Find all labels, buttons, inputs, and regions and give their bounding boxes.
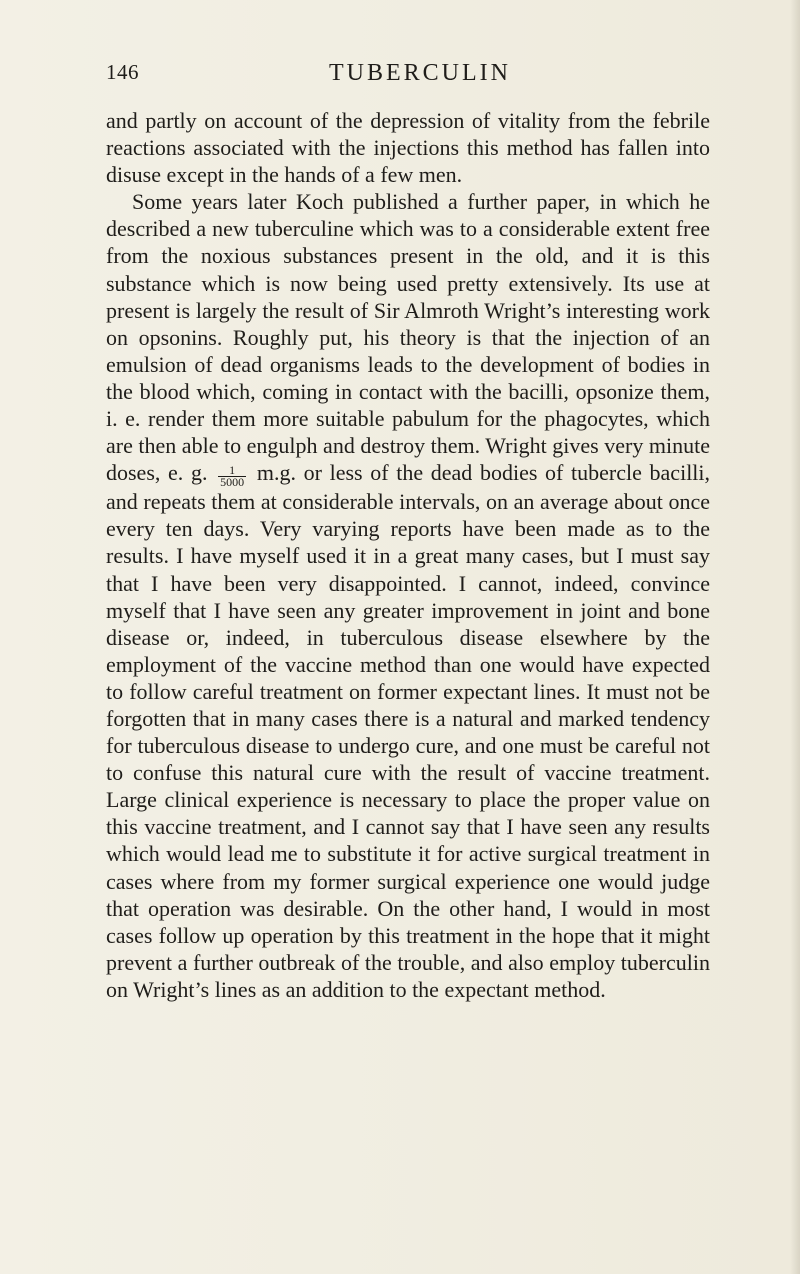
paragraph-text-before-fraction: Some years later Koch published a further paper, in which he described a new tuberculine which was to a considerable extent free from the noxious substances present in the old, and it is this substance which is now being used pretty extensively. Its use at present is largely the result of Sir Almroth Wright’s interesting work on opsonins. Roughly put, his theory is that the injection of an emulsion of dead organisms leads to the development of bodies in the blood which, coming in contact with the bacilli, opsonize them, i. e. render them more suitable pabulum for the phagocytes, which are then able to engulph and destroy them. Wright gives very minute doses, e. g. [106,189,710,486]
page-number: 146 [106,60,139,84]
fraction-numerator: 1 [218,465,246,477]
body-text [106,107,710,1003]
paragraph-koch-tuberculine [106,188,710,1003]
fraction-denominator: 5000 [220,475,245,490]
paragraph-continuation: and partly on account of the depression of vitality from the febrile reactions associated with the injections this method has fallen into disuse except in the hands of a few men. [106,108,710,188]
running-title: TUBERCULIN [329,60,511,86]
dose-fraction [218,465,246,488]
paragraph-text-after-fraction: m.g. or less of the dead bodies of tubercle bacilli, and repeats them at considerable intervals, on an average about once every ten days. Very varying reports have been made as to the results. I have myself used it in a great many cases, but I must say that I have been very disappointed. I cannot, indeed, convince myself that I have seen any greater improvement in joint and bone disease or, indeed, in tuberculous disease elsewhere by the employment of the vaccine method than one would have expected to follow careful treatment on former expectant lines. It must not be forgotten that in many cases there is a natural and marked tendency for tuberculous disease to undergo cure, and one must be careful not to confuse this natural cure with the result of vaccine treatment. Large clinical experience is necessary to place the proper value on this vaccine treatment, and I cannot say that I have seen any results which would lead me to substitute it for active surgical treatment in cases where from my former surgical experience one would judge that operation was desirable. On the other hand, I would in most cases follow up operation by this treatment in the hope that it might prevent a further outbreak of the trouble, and also employ tuberculin on Wright’s lines as an addition to the expectant method. [106,460,711,1002]
page-edge-shadow [790,0,800,1274]
